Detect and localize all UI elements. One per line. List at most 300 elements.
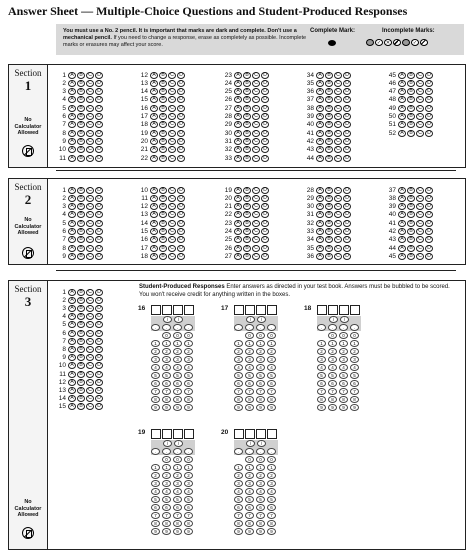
grid-bubble[interactable]: 1: [234, 464, 243, 471]
answer-bubble[interactable]: C: [86, 354, 94, 361]
grid-bubble[interactable]: 9: [339, 404, 348, 411]
answer-bubble[interactable]: A: [316, 80, 324, 87]
grid-bubble[interactable]: 0: [184, 332, 193, 339]
grid-bubble[interactable]: 2: [256, 472, 265, 479]
answer-bubble[interactable]: A: [68, 362, 76, 369]
answer-bubble[interactable]: A: [398, 253, 406, 260]
answer-bubble[interactable]: A: [234, 72, 242, 79]
answer-bubble[interactable]: B: [77, 105, 85, 112]
answer-bubble[interactable]: A: [234, 245, 242, 252]
answer-bubble[interactable]: D: [95, 395, 103, 402]
grid-bubble[interactable]: 3: [245, 480, 254, 487]
grid-bubble[interactable]: 2: [151, 472, 160, 479]
answer-bubble[interactable]: B: [325, 228, 333, 235]
answer-bubble[interactable]: C: [86, 289, 94, 296]
answer-bubble[interactable]: C: [334, 88, 342, 95]
answer-bubble[interactable]: B: [325, 105, 333, 112]
answer-bubble[interactable]: A: [398, 96, 406, 103]
grid-bubble[interactable]: 8: [245, 396, 254, 403]
answer-bubble[interactable]: A: [234, 228, 242, 235]
grid-bubble[interactable]: 3: [317, 356, 326, 363]
answer-bubble[interactable]: A: [316, 245, 324, 252]
answer-bubble[interactable]: B: [159, 72, 167, 79]
answer-bubble[interactable]: B: [407, 113, 415, 120]
answer-bubble[interactable]: C: [416, 121, 424, 128]
answer-bubble[interactable]: C: [416, 253, 424, 260]
answer-bubble[interactable]: D: [261, 187, 269, 194]
grid-bubble[interactable]: 7: [256, 388, 265, 395]
grid-bubble[interactable]: 7: [350, 388, 359, 395]
grid-bubble[interactable]: 9: [151, 528, 160, 535]
answer-bubble[interactable]: C: [168, 195, 176, 202]
answer-bubble[interactable]: A: [68, 121, 76, 128]
grid-bubble[interactable]: 4: [151, 364, 160, 371]
answer-bubble[interactable]: B: [159, 121, 167, 128]
answer-box[interactable]: [245, 305, 255, 315]
answer-bubble[interactable]: A: [316, 253, 324, 260]
answer-bubble[interactable]: B: [325, 155, 333, 162]
answer-bubble[interactable]: D: [95, 338, 103, 345]
answer-bubble[interactable]: B: [159, 253, 167, 260]
grid-bubble[interactable]: 6: [234, 380, 243, 387]
grid-bubble[interactable]: 2: [350, 348, 359, 355]
answer-bubble[interactable]: B: [243, 72, 251, 79]
answer-bubble[interactable]: C: [168, 72, 176, 79]
grid-bubble[interactable]: 3: [350, 356, 359, 363]
grid-bubble[interactable]: 9: [162, 404, 171, 411]
grid-bubble[interactable]: 7: [328, 388, 337, 395]
answer-bubble[interactable]: B: [407, 253, 415, 260]
answer-bubble[interactable]: A: [398, 211, 406, 218]
grid-bubble[interactable]: 0: [173, 332, 182, 339]
answer-bubble[interactable]: B: [77, 130, 85, 137]
grid-bubble[interactable]: 9: [162, 528, 171, 535]
answer-bubble[interactable]: A: [150, 121, 158, 128]
answer-bubble[interactable]: C: [252, 88, 260, 95]
grid-bubble[interactable]: 5: [162, 496, 171, 503]
answer-bubble[interactable]: A: [398, 88, 406, 95]
grid-bubble[interactable]: 2: [317, 348, 326, 355]
answer-bubble[interactable]: B: [77, 203, 85, 210]
grid-bubble[interactable]: 9: [256, 528, 265, 535]
answer-bubble[interactable]: C: [416, 245, 424, 252]
answer-bubble[interactable]: D: [177, 72, 185, 79]
answer-bubble[interactable]: C: [86, 313, 94, 320]
grid-bubble[interactable]: 0: [267, 456, 276, 463]
grid-bubble[interactable]: 6: [173, 504, 182, 511]
answer-bubble[interactable]: A: [150, 187, 158, 194]
grid-bubble[interactable]: 9: [245, 404, 254, 411]
grid-bubble[interactable]: 4: [162, 488, 171, 495]
grid-bubble[interactable]: 9: [267, 404, 276, 411]
grid-bubble[interactable]: 6: [151, 504, 160, 511]
answer-bubble[interactable]: A: [398, 203, 406, 210]
answer-bubble[interactable]: D: [261, 228, 269, 235]
answer-bubble[interactable]: B: [407, 72, 415, 79]
grid-bubble[interactable]: 6: [245, 504, 254, 511]
answer-bubble[interactable]: C: [334, 121, 342, 128]
grid-bubble[interactable]: 1: [339, 340, 348, 347]
answer-bubble[interactable]: C: [252, 121, 260, 128]
grid-bubble[interactable]: 8: [256, 396, 265, 403]
answer-bubble[interactable]: A: [398, 220, 406, 227]
answer-bubble[interactable]: D: [343, 80, 351, 87]
answer-bubble[interactable]: C: [86, 297, 94, 304]
answer-bubble[interactable]: C: [252, 211, 260, 218]
answer-bubble[interactable]: C: [334, 236, 342, 243]
answer-bubble[interactable]: A: [68, 346, 76, 353]
answer-bubble[interactable]: C: [252, 138, 260, 145]
answer-bubble[interactable]: C: [416, 80, 424, 87]
grid-bubble[interactable]: .: [234, 324, 243, 331]
answer-bubble[interactable]: D: [425, 130, 433, 137]
answer-bubble[interactable]: D: [343, 113, 351, 120]
grid-bubble[interactable]: 6: [328, 380, 337, 387]
answer-bubble[interactable]: C: [252, 220, 260, 227]
answer-bubble[interactable]: A: [234, 146, 242, 153]
grid-bubble[interactable]: 5: [184, 496, 193, 503]
answer-bubble[interactable]: B: [77, 354, 85, 361]
answer-bubble[interactable]: C: [168, 211, 176, 218]
answer-bubble[interactable]: D: [95, 130, 103, 137]
grid-bubble[interactable]: .: [267, 324, 276, 331]
answer-bubble[interactable]: B: [77, 379, 85, 386]
answer-bubble[interactable]: B: [243, 88, 251, 95]
grid-bubble[interactable]: 6: [184, 380, 193, 387]
answer-bubble[interactable]: A: [150, 253, 158, 260]
grid-bubble[interactable]: .: [317, 324, 326, 331]
grid-bubble[interactable]: 4: [328, 364, 337, 371]
answer-bubble[interactable]: A: [68, 211, 76, 218]
answer-bubble[interactable]: B: [325, 88, 333, 95]
grid-bubble[interactable]: 8: [234, 520, 243, 527]
grid-bubble[interactable]: 5: [234, 496, 243, 503]
answer-bubble[interactable]: C: [168, 80, 176, 87]
answer-bubble[interactable]: A: [234, 187, 242, 194]
grid-bubble[interactable]: 7: [234, 512, 243, 519]
answer-bubble[interactable]: D: [177, 146, 185, 153]
answer-bubble[interactable]: B: [325, 96, 333, 103]
answer-bubble[interactable]: B: [243, 96, 251, 103]
grid-bubble[interactable]: 0: [339, 332, 348, 339]
answer-bubble[interactable]: D: [177, 155, 185, 162]
grid-bubble[interactable]: 2: [245, 472, 254, 479]
answer-bubble[interactable]: C: [168, 121, 176, 128]
grid-bubble[interactable]: 0: [245, 332, 254, 339]
answer-bubble[interactable]: B: [243, 113, 251, 120]
answer-box[interactable]: [151, 429, 161, 439]
answer-bubble[interactable]: C: [252, 146, 260, 153]
grid-bubble[interactable]: 2: [234, 472, 243, 479]
grid-bubble[interactable]: 1: [317, 340, 326, 347]
answer-bubble[interactable]: A: [150, 211, 158, 218]
answer-bubble[interactable]: D: [95, 297, 103, 304]
grid-bubble[interactable]: 7: [173, 512, 182, 519]
grid-bubble[interactable]: 5: [245, 496, 254, 503]
answer-bubble[interactable]: C: [334, 105, 342, 112]
grid-bubble[interactable]: 2: [173, 348, 182, 355]
answer-bubble[interactable]: C: [334, 220, 342, 227]
grid-bubble[interactable]: .: [245, 448, 254, 455]
answer-bubble[interactable]: C: [86, 155, 94, 162]
grid-bubble[interactable]: 9: [173, 404, 182, 411]
grid-bubble[interactable]: .: [256, 448, 265, 455]
answer-bubble[interactable]: D: [261, 72, 269, 79]
grid-bubble[interactable]: 3: [184, 480, 193, 487]
answer-bubble[interactable]: D: [425, 105, 433, 112]
answer-bubble[interactable]: D: [177, 88, 185, 95]
answer-bubble[interactable]: B: [325, 72, 333, 79]
answer-bubble[interactable]: C: [86, 220, 94, 227]
grid-bubble[interactable]: 9: [317, 404, 326, 411]
answer-bubble[interactable]: C: [416, 72, 424, 79]
answer-bubble[interactable]: B: [243, 105, 251, 112]
answer-bubble[interactable]: A: [150, 138, 158, 145]
grid-bubble[interactable]: 2: [184, 348, 193, 355]
answer-bubble[interactable]: B: [407, 211, 415, 218]
answer-bubble[interactable]: A: [150, 96, 158, 103]
answer-bubble[interactable]: D: [261, 245, 269, 252]
grid-bubble[interactable]: /: [246, 440, 255, 447]
answer-bubble[interactable]: B: [243, 146, 251, 153]
answer-bubble[interactable]: C: [86, 395, 94, 402]
answer-bubble[interactable]: D: [343, 146, 351, 153]
answer-bubble[interactable]: B: [77, 195, 85, 202]
answer-bubble[interactable]: B: [243, 245, 251, 252]
answer-box[interactable]: [339, 305, 349, 315]
answer-bubble[interactable]: C: [252, 228, 260, 235]
grid-bubble[interactable]: 1: [245, 464, 254, 471]
answer-bubble[interactable]: C: [416, 195, 424, 202]
answer-box[interactable]: [173, 305, 183, 315]
answer-bubble[interactable]: A: [68, 113, 76, 120]
grid-bubble[interactable]: 6: [267, 380, 276, 387]
answer-bubble[interactable]: B: [243, 155, 251, 162]
grid-bubble[interactable]: 7: [184, 512, 193, 519]
answer-bubble[interactable]: D: [95, 387, 103, 394]
answer-bubble[interactable]: A: [398, 228, 406, 235]
answer-bubble[interactable]: D: [95, 80, 103, 87]
answer-bubble[interactable]: C: [416, 113, 424, 120]
answer-bubble[interactable]: D: [95, 121, 103, 128]
answer-bubble[interactable]: A: [150, 146, 158, 153]
grid-bubble[interactable]: 2: [256, 348, 265, 355]
answer-bubble[interactable]: D: [343, 96, 351, 103]
answer-bubble[interactable]: C: [86, 121, 94, 128]
answer-bubble[interactable]: D: [343, 138, 351, 145]
answer-bubble[interactable]: B: [407, 88, 415, 95]
answer-bubble[interactable]: A: [150, 113, 158, 120]
answer-bubble[interactable]: D: [261, 121, 269, 128]
answer-bubble[interactable]: D: [425, 80, 433, 87]
answer-bubble[interactable]: B: [325, 245, 333, 252]
answer-bubble[interactable]: A: [398, 80, 406, 87]
answer-bubble[interactable]: C: [416, 228, 424, 235]
grid-bubble[interactable]: 9: [350, 404, 359, 411]
answer-bubble[interactable]: C: [168, 228, 176, 235]
grid-bubble[interactable]: 8: [184, 520, 193, 527]
answer-bubble[interactable]: C: [86, 138, 94, 145]
answer-bubble[interactable]: C: [86, 371, 94, 378]
grid-bubble[interactable]: /: [174, 440, 183, 447]
answer-bubble[interactable]: D: [95, 72, 103, 79]
grid-bubble[interactable]: 1: [267, 340, 276, 347]
grid-bubble[interactable]: 6: [162, 504, 171, 511]
grid-bubble[interactable]: 4: [339, 364, 348, 371]
answer-bubble[interactable]: D: [261, 203, 269, 210]
answer-bubble[interactable]: D: [95, 253, 103, 260]
answer-bubble[interactable]: D: [343, 88, 351, 95]
grid-bubble[interactable]: 0: [245, 456, 254, 463]
grid-bubble[interactable]: 6: [173, 380, 182, 387]
answer-bubble[interactable]: A: [316, 203, 324, 210]
answer-bubble[interactable]: A: [316, 88, 324, 95]
answer-bubble[interactable]: C: [86, 130, 94, 137]
answer-bubble[interactable]: D: [95, 362, 103, 369]
grid-bubble[interactable]: .: [245, 324, 254, 331]
grid-bubble[interactable]: 8: [173, 520, 182, 527]
grid-bubble[interactable]: .: [339, 324, 348, 331]
answer-bubble[interactable]: A: [234, 253, 242, 260]
answer-bubble[interactable]: B: [159, 245, 167, 252]
answer-bubble[interactable]: B: [325, 253, 333, 260]
answer-bubble[interactable]: A: [150, 130, 158, 137]
answer-bubble[interactable]: A: [234, 105, 242, 112]
grid-bubble[interactable]: 6: [350, 380, 359, 387]
grid-bubble[interactable]: 7: [173, 388, 182, 395]
grid-bubble[interactable]: 9: [245, 528, 254, 535]
answer-bubble[interactable]: A: [68, 105, 76, 112]
grid-bubble[interactable]: 7: [245, 512, 254, 519]
answer-bubble[interactable]: D: [343, 121, 351, 128]
grid-bubble[interactable]: 3: [184, 356, 193, 363]
answer-bubble[interactable]: A: [68, 80, 76, 87]
answer-bubble[interactable]: A: [150, 195, 158, 202]
answer-bubble[interactable]: B: [159, 105, 167, 112]
answer-bubble[interactable]: A: [398, 72, 406, 79]
answer-bubble[interactable]: A: [316, 195, 324, 202]
answer-bubble[interactable]: B: [407, 220, 415, 227]
grid-bubble[interactable]: 1: [234, 340, 243, 347]
answer-bubble[interactable]: D: [177, 220, 185, 227]
answer-bubble[interactable]: A: [68, 371, 76, 378]
grid-bubble[interactable]: 8: [256, 520, 265, 527]
answer-bubble[interactable]: D: [177, 138, 185, 145]
answer-bubble[interactable]: B: [159, 96, 167, 103]
answer-bubble[interactable]: D: [261, 130, 269, 137]
answer-bubble[interactable]: B: [77, 289, 85, 296]
answer-bubble[interactable]: B: [243, 130, 251, 137]
answer-bubble[interactable]: B: [407, 130, 415, 137]
answer-bubble[interactable]: C: [86, 113, 94, 120]
answer-bubble[interactable]: A: [234, 96, 242, 103]
answer-box[interactable]: [256, 305, 266, 315]
answer-box[interactable]: [234, 429, 244, 439]
answer-bubble[interactable]: A: [234, 236, 242, 243]
answer-bubble[interactable]: B: [159, 187, 167, 194]
answer-bubble[interactable]: B: [243, 187, 251, 194]
answer-bubble[interactable]: A: [234, 203, 242, 210]
answer-bubble[interactable]: D: [425, 253, 433, 260]
grid-bubble[interactable]: 4: [317, 364, 326, 371]
grid-bubble[interactable]: 4: [151, 488, 160, 495]
grid-bubble[interactable]: /: [163, 316, 172, 323]
answer-bubble[interactable]: A: [68, 155, 76, 162]
answer-bubble[interactable]: D: [425, 113, 433, 120]
answer-bubble[interactable]: B: [159, 203, 167, 210]
answer-bubble[interactable]: C: [168, 105, 176, 112]
answer-bubble[interactable]: B: [325, 80, 333, 87]
answer-bubble[interactable]: A: [316, 121, 324, 128]
answer-bubble[interactable]: D: [95, 105, 103, 112]
grid-bubble[interactable]: /: [257, 440, 266, 447]
grid-bubble[interactable]: 4: [173, 364, 182, 371]
answer-bubble[interactable]: D: [95, 245, 103, 252]
answer-bubble[interactable]: B: [77, 403, 85, 410]
answer-bubble[interactable]: B: [407, 121, 415, 128]
grid-bubble[interactable]: 2: [267, 348, 276, 355]
answer-bubble[interactable]: B: [77, 113, 85, 120]
grid-bubble[interactable]: 9: [184, 404, 193, 411]
grid-bubble[interactable]: 2: [162, 472, 171, 479]
answer-bubble[interactable]: D: [95, 236, 103, 243]
answer-bubble[interactable]: A: [68, 253, 76, 260]
answer-bubble[interactable]: B: [325, 146, 333, 153]
answer-bubble[interactable]: A: [234, 121, 242, 128]
grid-bubble[interactable]: 5: [267, 496, 276, 503]
answer-bubble[interactable]: A: [316, 105, 324, 112]
grid-bubble[interactable]: 1: [267, 464, 276, 471]
answer-bubble[interactable]: A: [68, 220, 76, 227]
answer-bubble[interactable]: B: [77, 362, 85, 369]
grid-bubble[interactable]: 8: [234, 396, 243, 403]
answer-bubble[interactable]: D: [261, 88, 269, 95]
answer-bubble[interactable]: B: [325, 211, 333, 218]
answer-bubble[interactable]: B: [159, 88, 167, 95]
answer-bubble[interactable]: B: [407, 236, 415, 243]
answer-bubble[interactable]: D: [95, 96, 103, 103]
grid-bubble[interactable]: 0: [173, 456, 182, 463]
grid-bubble[interactable]: 5: [151, 496, 160, 503]
grid-bubble[interactable]: .: [173, 324, 182, 331]
grid-bubble[interactable]: 3: [151, 356, 160, 363]
grid-bubble[interactable]: 3: [245, 356, 254, 363]
grid-bubble[interactable]: 1: [328, 340, 337, 347]
answer-bubble[interactable]: A: [150, 203, 158, 210]
answer-bubble[interactable]: A: [68, 330, 76, 337]
answer-bubble[interactable]: A: [234, 130, 242, 137]
answer-bubble[interactable]: A: [316, 138, 324, 145]
grid-bubble[interactable]: 3: [267, 480, 276, 487]
answer-bubble[interactable]: A: [68, 297, 76, 304]
grid-bubble[interactable]: .: [350, 324, 359, 331]
answer-bubble[interactable]: A: [150, 88, 158, 95]
grid-bubble[interactable]: 1: [184, 340, 193, 347]
answer-bubble[interactable]: C: [334, 253, 342, 260]
grid-bubble[interactable]: 1: [245, 340, 254, 347]
answer-bubble[interactable]: B: [77, 395, 85, 402]
grid-bubble[interactable]: 1: [184, 464, 193, 471]
answer-bubble[interactable]: D: [95, 228, 103, 235]
answer-bubble[interactable]: D: [177, 130, 185, 137]
answer-bubble[interactable]: A: [68, 313, 76, 320]
answer-bubble[interactable]: D: [95, 330, 103, 337]
answer-bubble[interactable]: C: [86, 96, 94, 103]
answer-bubble[interactable]: C: [252, 203, 260, 210]
grid-bubble[interactable]: 5: [328, 372, 337, 379]
answer-bubble[interactable]: C: [334, 155, 342, 162]
grid-bubble[interactable]: 4: [173, 488, 182, 495]
